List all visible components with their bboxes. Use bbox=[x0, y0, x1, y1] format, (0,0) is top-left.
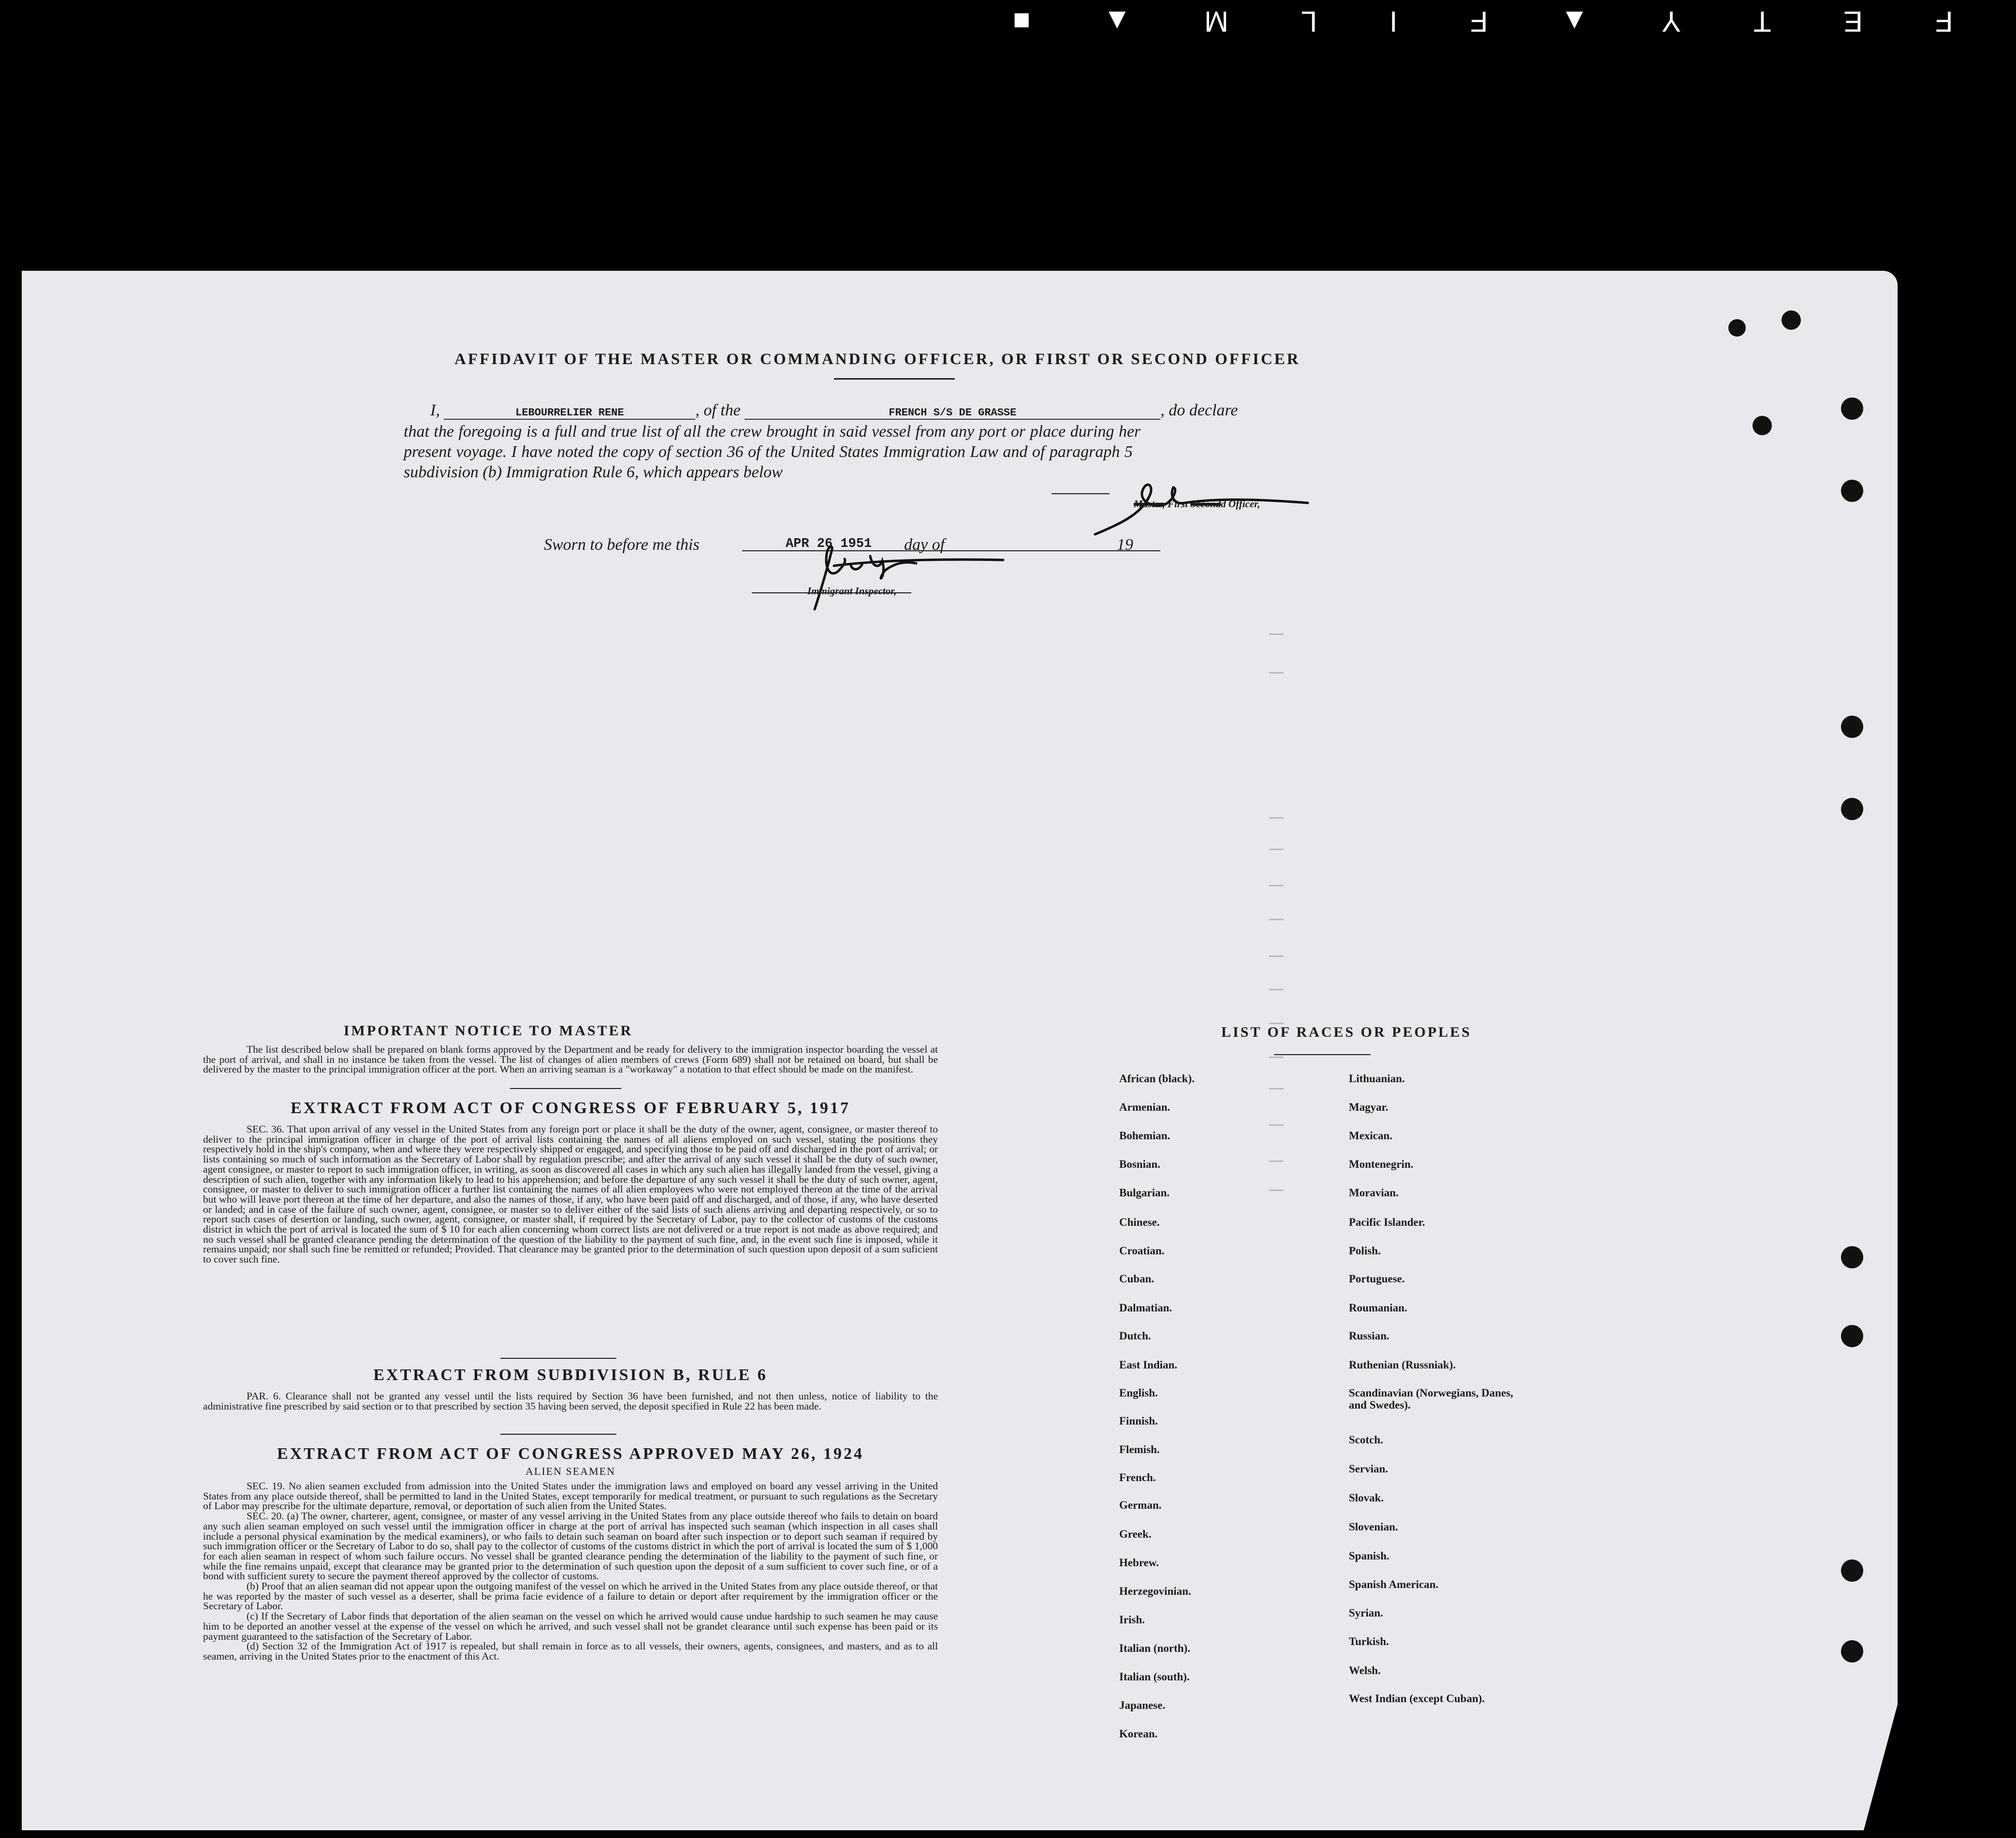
race-item: Welsh. bbox=[1349, 1664, 1381, 1676]
race-item: Polish. bbox=[1349, 1245, 1381, 1257]
vessel-name: FRENCH S/S DE GRASSE bbox=[889, 407, 1017, 419]
punch-hole bbox=[1841, 1640, 1863, 1662]
race-item: Bosnian. bbox=[1119, 1158, 1161, 1170]
declaration-line-2: that the foregoing is a full and true list of all the crew brought in said vessel from any port or place during her bbox=[404, 423, 1141, 441]
races-heading: LIST OF RACES OR PEOPLES bbox=[1221, 1024, 1472, 1040]
film-strip-letter: I bbox=[1389, 5, 1398, 38]
race-item: Finnish. bbox=[1119, 1415, 1158, 1427]
section-36-paragraph: SEC. 36. That upon arrival of any vessel in the United States from any foreign port or place it shall be the duty of the owner, agent, consignee, or master thereof to deliver to the principal immigration officer in charge of the port of arrival lists containing the names of all aliens employed on such vessel, stating the positions they respectively hold in the ship's company, when and where they were respectively shipped or engaged, and specifying those to be paid off and discharged in the port of arrival; or lists containing so much of such information as the Secretary of Labor shall by regulation prescribe; and after the arrival of any such vessel it shall be the duty of such owner, agent consignee, or master to report to such immigration officer, in writing, as soon as discovered all cases in which any such alien has illegally landed from the vessel, giving a description of such alien, together with any information likely to lead to his apprehension; and before the departure of any such vessel it shall be the duty of such owner, agent, consignee, or master to deliver to such immigration officer a further list containing the names of all alien employees who were not employed thereon at the time of the arrival but who will leave port thereon at the time of her departure, and also the names of those, if any, who have been paid off and discharged, and of those, if any, who have deserted or landed; and in case of the failure of such owner, agent, consignee, or master so to deliver either of the said lists of such aliens arriving and departing respectively, or so to report such cases of desertion or landing, such owner, agent, consignee, or master shall, if required by the Secretary of Labor, pay to the collector of customs of the customs district in which the port of arrival is located the sum of $ 10 for each alien concerning whom correct lists are not delivered or a true report is not made as above required; and no such vessel shall be granted clearance pending the determination of the question of the liability to the payment of such fine, and, in the event such fine is imposed, while it remains unpaid; nor shall such fine be remitted or refunded; Provided. That clearance may be granted prior to the determination of such question upon deposit of a sum suficient to cover such fine. bbox=[203, 1123, 938, 1265]
bleed-through-mark bbox=[1269, 1088, 1284, 1089]
race-item: Spanish. bbox=[1349, 1550, 1389, 1562]
race-item: Scandinavian (Norwegians, Danes, and Swedes). bbox=[1349, 1387, 1513, 1411]
struck-second-caption: Second bbox=[1190, 498, 1221, 510]
day-of-label: day of bbox=[904, 536, 945, 554]
sec-19-paragraph: SEC. 19. No alien seamen excluded from admission into the United States under the immigration laws and employed on board any vessel arriving in the United States from any place outside thereof, shall be permitted to land in the United States, except temporarily for medical treatment, or pursuant to such regulations as the Secretary of Labor may prescribe for the ultimate departure, removal, or deportation of such alien from the United States. bbox=[203, 1480, 938, 1512]
race-item: Bulgarian. bbox=[1119, 1187, 1170, 1199]
race-item: Bohemian. bbox=[1119, 1130, 1170, 1142]
extract-1917-heading: EXTRACT FROM ACT OF CONGRESS OF FEBRUARY 5, 1917 bbox=[291, 1099, 850, 1117]
film-strip-letter: ■ bbox=[1012, 5, 1031, 38]
race-item: Cuban. bbox=[1119, 1273, 1154, 1285]
extract-1924-body bbox=[203, 1481, 938, 1662]
film-strip-marker bbox=[1013, 5, 1953, 38]
film-strip-letter: M bbox=[1204, 5, 1228, 38]
race-item: Slovenian. bbox=[1349, 1521, 1398, 1533]
bleed-through-mark bbox=[1269, 885, 1284, 886]
race-item: African (black). bbox=[1119, 1073, 1195, 1085]
extract-1924-heading: EXTRACT FROM ACT OF CONGRESS APPROVED MAY 26, 1924 bbox=[277, 1445, 864, 1463]
title-underline bbox=[834, 378, 955, 380]
punch-hole bbox=[1841, 716, 1863, 738]
race-item: Flemish. bbox=[1119, 1443, 1160, 1456]
race-item: Lithuanian. bbox=[1349, 1073, 1405, 1085]
film-strip-letter: T bbox=[1753, 5, 1771, 38]
race-item: Russian. bbox=[1349, 1330, 1389, 1342]
inspector-caption: Immigrant Inspector, bbox=[807, 585, 897, 597]
page-corner-shadow bbox=[1864, 1705, 1898, 1830]
punch-hole bbox=[1841, 480, 1863, 502]
notice-heading: IMPORTANT NOTICE TO MASTER bbox=[343, 1023, 633, 1039]
film-strip-letter: F bbox=[1470, 5, 1488, 38]
extract-rule6-body bbox=[203, 1391, 938, 1411]
struck-master-caption: Master, bbox=[1134, 498, 1165, 510]
race-item: Mexican. bbox=[1349, 1130, 1393, 1142]
notice-body bbox=[203, 1044, 938, 1074]
race-item: Montenegrin. bbox=[1349, 1158, 1414, 1170]
race-item: Ruthenian (Russniak). bbox=[1349, 1359, 1456, 1371]
section-divider bbox=[510, 1088, 621, 1089]
race-item: Magyar. bbox=[1349, 1101, 1388, 1113]
race-item: Syrian. bbox=[1349, 1607, 1383, 1619]
race-item: Croatian. bbox=[1119, 1245, 1165, 1257]
affidavit-title: AFFIDAVIT OF THE MASTER OR COMMANDING OFFICER, OR FIRST OR SECOND OFFICER bbox=[454, 351, 1300, 368]
officer-name: LEBOURRELIER RENE bbox=[515, 407, 624, 419]
film-strip-letter: L bbox=[1300, 5, 1317, 38]
race-item: Italian (south). bbox=[1119, 1671, 1190, 1683]
race-item: Greek. bbox=[1119, 1528, 1152, 1540]
inspector-signature bbox=[786, 542, 1008, 614]
film-strip-letter: F bbox=[1935, 5, 1953, 38]
race-item: Herzegovinian. bbox=[1119, 1585, 1191, 1597]
race-item: Spanish American. bbox=[1349, 1578, 1439, 1590]
officer-title-caption bbox=[1134, 498, 1260, 510]
officer-name-field bbox=[444, 406, 695, 420]
rule6-paragraph: PAR. 6. Clearance shall not be granted any vessel until the lists required by Section 36 have been furnished, and not then unless, notice of liability to the administrative fine prescribed by said section or to that prescribed by section 35 having been served, the deposit specified in Rule 22 has been made. bbox=[203, 1390, 938, 1412]
declaration-line-4: subdivision (b) Immigration Rule 6, which appears below bbox=[404, 463, 783, 481]
punch-hole bbox=[1841, 1246, 1863, 1268]
punch-hole bbox=[1753, 416, 1772, 435]
extract-1917-body bbox=[203, 1124, 938, 1265]
sec-20c-paragraph: (c) If the Secretary of Labor finds that deportation of the alien seaman on the vessel on which he arrived would cause undue hardship to such seamen he may cause him to be deported an another vessel at the expense of the vessel on which he arrived, and such vessel shall not be grandet clearance until such expense has been paid or its payment guaranteed to the satisfaction of the Secretary of Labor. bbox=[203, 1610, 938, 1642]
film-strip-letter: Y bbox=[1661, 5, 1681, 38]
notice-paragraph: The list described below shall be prepared on blank forms approved by the Department and be ready for delivery to the immigration inspector boarding the vessel at the port of arrival, and shall in no instance be taken from the vessel. The list of changes of alien members of crews (Form 689) shall not be retained on board, but shall be delivered by the master to the principal immigration officer at the port. When an arriving seaman is a "workaway" a notation to that effect should be made on the manifest. bbox=[203, 1044, 938, 1075]
races-heading-underline bbox=[1274, 1054, 1371, 1055]
race-item: West Indian (except Cuban). bbox=[1349, 1692, 1485, 1705]
sec-20b-paragraph: (b) Proof that an alien seaman did not appear upon the outgoing manifest of the vessel on which he arrived in the United States from any place outside thereof, or that he was reported by the master of such vessel as a deserter, shall be prima facie evidence of a failure to detain or deport after requirement by the immigration officer or the Secretary of Labor. bbox=[203, 1580, 938, 1612]
film-strip-letter: ▲ bbox=[1560, 5, 1589, 38]
race-item: East Indian. bbox=[1119, 1359, 1178, 1371]
bleed-through-mark bbox=[1269, 1190, 1284, 1191]
section-divider bbox=[500, 1358, 616, 1359]
declaration-line-3: present voyage. I have noted the copy of section 36 of the United States Immigration Law and of paragraph 5 bbox=[404, 443, 1133, 461]
bleed-through-mark bbox=[1269, 817, 1284, 819]
race-item: Turkish. bbox=[1349, 1635, 1389, 1647]
race-item: Scotch. bbox=[1349, 1434, 1383, 1446]
race-item: French. bbox=[1119, 1471, 1156, 1484]
punch-hole bbox=[1841, 798, 1863, 820]
declaration-do-declare: , do declare bbox=[1160, 401, 1238, 419]
race-item: Hebrew. bbox=[1119, 1557, 1159, 1569]
race-item: Armenian. bbox=[1119, 1101, 1170, 1113]
race-item: German. bbox=[1119, 1499, 1162, 1511]
race-item: Dalmatian. bbox=[1119, 1302, 1172, 1314]
race-item: Roumanian. bbox=[1349, 1302, 1407, 1314]
punch-hole bbox=[1782, 310, 1801, 330]
sworn-label: Sworn to before me this bbox=[544, 536, 700, 554]
race-item: Korean. bbox=[1119, 1728, 1158, 1740]
bleed-through-mark bbox=[1269, 1057, 1284, 1058]
section-divider bbox=[500, 1434, 616, 1435]
vessel-name-field bbox=[745, 406, 1160, 420]
race-item: Irish. bbox=[1119, 1614, 1145, 1626]
sec-20d-paragraph: (d) Section 32 of the Immigration Act of 1917 is repealed, but shall remain in force as to all vessels, their owners, agents, consignees, and masters, and as to all seamen, arriving in the United States prior to the enactment of this Act. bbox=[203, 1640, 938, 1662]
punch-hole bbox=[1841, 397, 1863, 420]
race-item: Pacific Islander. bbox=[1349, 1216, 1425, 1228]
punch-hole bbox=[1728, 319, 1746, 337]
film-strip-letter: E bbox=[1843, 5, 1863, 38]
extract-rule6-heading: EXTRACT FROM SUBDIVISION B, RULE 6 bbox=[373, 1366, 768, 1384]
race-item: Portuguese. bbox=[1349, 1273, 1405, 1285]
bleed-through-mark bbox=[1269, 989, 1284, 990]
signature-line bbox=[1052, 493, 1110, 494]
bleed-through-mark bbox=[1269, 849, 1284, 850]
race-item: Japanese. bbox=[1119, 1699, 1166, 1711]
bleed-through-mark bbox=[1269, 919, 1284, 920]
race-item: Chinese. bbox=[1119, 1216, 1160, 1228]
bleed-through-mark bbox=[1269, 1161, 1284, 1162]
sec-20a-paragraph: SEC. 20. (a) The owner, charterer, agent, consignee, or master of any vessel arriving in the United States from any place outside thereof who fails to detain on board any such alien seaman employed on such vessel until the immigration officer in charge at the port of arrival has inspected such seaman (which inspection in all cases shall include a personal physical examination by the medical examiners), or who fails to detain such seaman on board after such inspection or to deport such seaman if required by such immigration officer or the Secretary of Labor to do so, shall pay to the collector of customs of the customs district in which the port of arrival is located the sum of $ 1,000 for each alien seaman in respect of whom such failure occurs. No vessel shall be granted clearance pending the determination of the liability to the payment of such fine, or while the fine remains unpaid, except that clearance may be granted prior to the determination of such question upon the deposit of a sum sufficient to cover such fine, or of a bond with sufficient surety to secure the payment thereof approved by the collector of customs. bbox=[203, 1510, 938, 1582]
bleed-through-mark bbox=[1269, 672, 1284, 674]
bleed-through-mark bbox=[1269, 956, 1284, 957]
declaration-line-1 bbox=[430, 401, 1238, 420]
first-caption: First bbox=[1168, 498, 1188, 510]
race-item: Moravian. bbox=[1349, 1187, 1399, 1199]
race-item: Slovak. bbox=[1349, 1492, 1384, 1504]
punch-hole bbox=[1841, 1559, 1863, 1582]
declaration-of-the: , of the bbox=[695, 401, 741, 419]
date-stamp: APR 26 1951 bbox=[786, 537, 872, 551]
race-item: Dutch. bbox=[1119, 1330, 1151, 1342]
film-strip-letter: ▲ bbox=[1103, 5, 1132, 38]
race-item: English. bbox=[1119, 1387, 1158, 1399]
year-prefix: 19 bbox=[1117, 536, 1133, 554]
alien-seamen-subheading: ALIEN SEAMEN bbox=[526, 1465, 615, 1477]
officer-caption: d Officer, bbox=[1221, 498, 1260, 510]
declaration-i: I, bbox=[430, 401, 440, 419]
bleed-through-mark bbox=[1269, 1124, 1284, 1126]
race-item: Servian. bbox=[1349, 1463, 1388, 1475]
race-item: Italian (north). bbox=[1119, 1642, 1190, 1654]
bleed-through-mark bbox=[1269, 633, 1284, 635]
document-page bbox=[22, 271, 1898, 1830]
punch-hole bbox=[1841, 1325, 1863, 1347]
